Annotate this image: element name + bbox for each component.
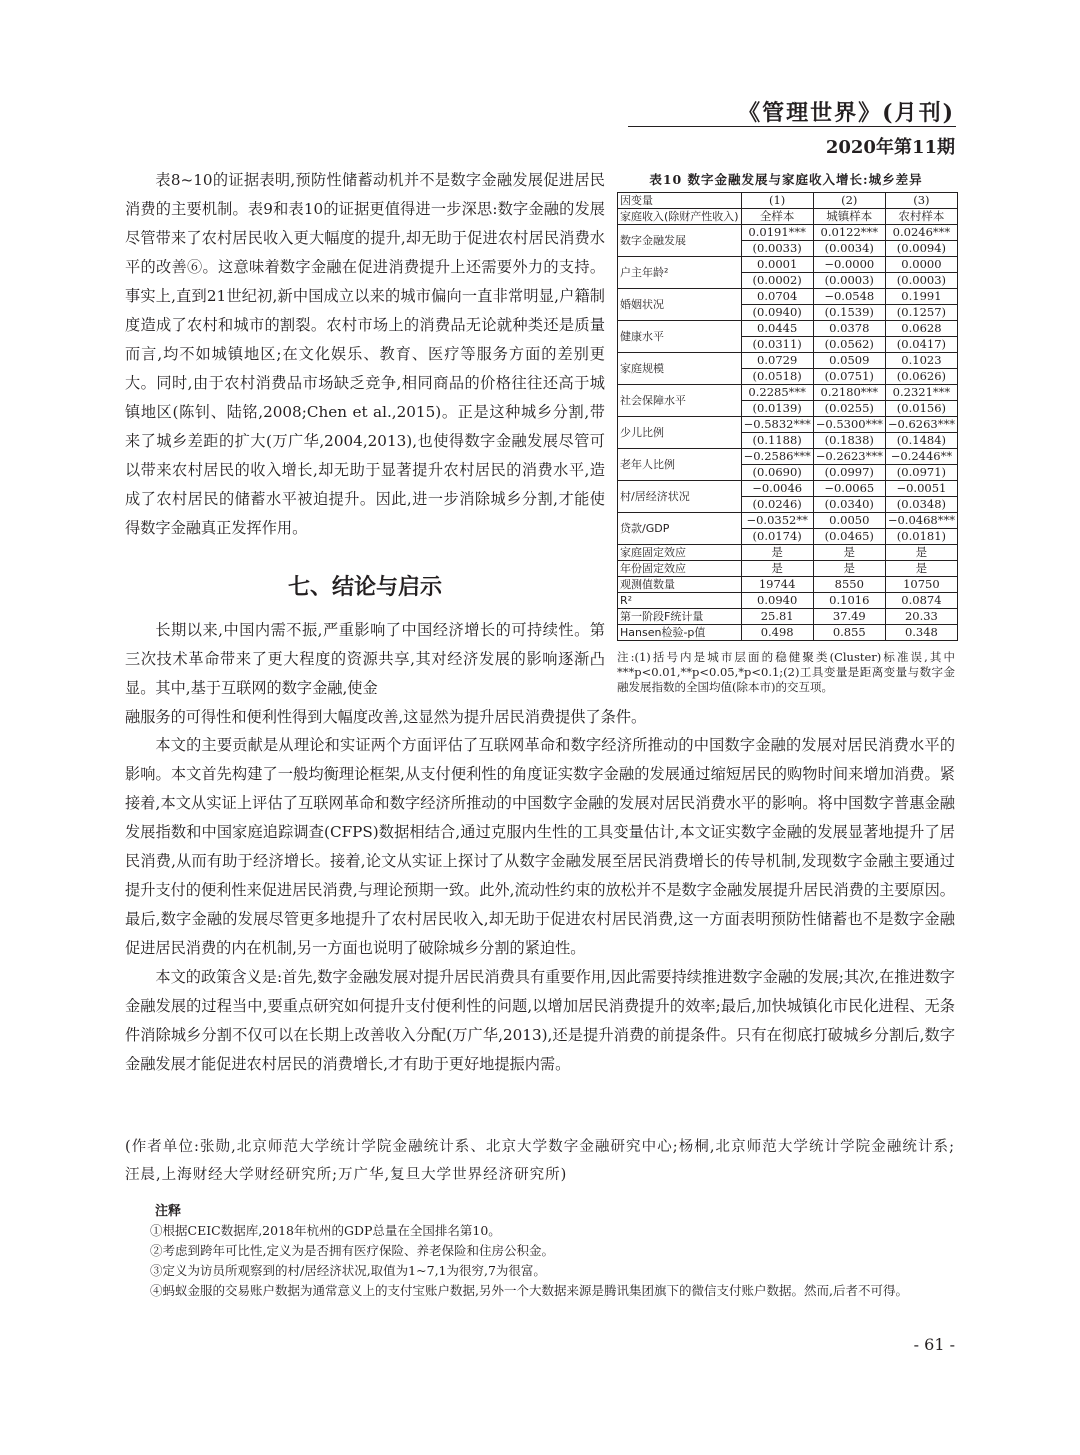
- std-error-cell: (0.0002): [741, 273, 813, 289]
- table-cell: 是: [741, 561, 813, 577]
- table-caption: 表10 数字金融发展与家庭收入增长:城乡差异: [649, 172, 923, 187]
- coefficient-cell: −0.0548: [813, 289, 885, 305]
- left-column-text: [125, 166, 605, 543]
- table-cell: 8550: [813, 577, 885, 593]
- std-error-cell: (0.1188): [741, 433, 813, 449]
- coefficient-cell: 0.0704: [741, 289, 813, 305]
- row-label: 贷款/GDP: [618, 513, 742, 545]
- table-row: [618, 385, 958, 401]
- row-label: 第一阶段F统计量: [618, 609, 742, 625]
- std-error-cell: (0.0181): [885, 529, 957, 545]
- std-error-cell: (0.0562): [813, 337, 885, 353]
- coefficient-cell: 0.0729: [741, 353, 813, 369]
- paragraph: 长期以来,中国内需不振,严重影响了中国经济增长的可持续性。第三次技术革命带来了更大程度的资源共享,其对经济发展的影响逐渐凸显。其中,基于互联网的数字金融,使金: [125, 621, 605, 697]
- row-label: 社会保障水平: [618, 385, 742, 417]
- coefficient-cell: −0.5300***: [813, 417, 885, 433]
- section-heading: 七、结论与启示: [287, 575, 442, 600]
- coefficient-cell: 0.0122***: [813, 225, 885, 241]
- std-error-cell: (0.0340): [813, 497, 885, 513]
- coefficient-cell: 0.0191***: [741, 225, 813, 241]
- row-label: 因变量: [618, 193, 742, 209]
- coefficient-cell: 0.1991: [885, 289, 957, 305]
- table-cell: 10750: [885, 577, 957, 593]
- table-cell: 19744: [741, 577, 813, 593]
- coefficient-cell: −0.2623***: [813, 449, 885, 465]
- coefficient-cell: 0.1023: [885, 353, 957, 369]
- coefficient-cell: −0.2446**: [885, 449, 957, 465]
- std-error-cell: (0.0465): [813, 529, 885, 545]
- table-cell: (2): [813, 193, 885, 209]
- table-cell: (3): [885, 193, 957, 209]
- table-row: [618, 257, 958, 273]
- page-number: - 61 -: [913, 1335, 955, 1354]
- std-error-cell: (0.0033): [741, 241, 813, 257]
- table-cell: 0.348: [885, 625, 957, 641]
- std-error-cell: (0.0626): [885, 369, 957, 385]
- std-error-cell: (0.0255): [813, 401, 885, 417]
- table-row: [618, 481, 958, 497]
- body-text: [125, 731, 955, 1079]
- table-row: [618, 209, 958, 225]
- coefficient-cell: 0.0628: [885, 321, 957, 337]
- table-cell: 是: [741, 545, 813, 561]
- coefficient-cell: 0.2285***: [741, 385, 813, 401]
- conclusion-paragraph: [125, 616, 605, 703]
- table-row: [618, 353, 958, 369]
- row-label: 户主年龄²: [618, 257, 742, 289]
- paragraph: 表8~10的证据表明,预防性储蓄动机并不是数字金融发展促进居民消费的主要机制。表9和表10的证据更值得进一步深思:数字金融的发展尽管带来了农村居民收入更大幅度的提升,却无助于促进农村居民消费水平的改善⑥。这意味着数字金融在促进消费提升上还需要外力的支持。事实上,直到21世纪初,新中国成立以来的城市偏向一直非常明显,户籍制度造成了农村和城市的割裂。农村市场上的消费品无论就种类还是质量而言,均不如城镇地区;在文化娱乐、教育、医疗等服务方面的差别更大。同时,由于农村消费品市场缺乏竞争,相同商品的价格往往还高于城镇地区(陈钊、陆铭,2008;Chen et al.,2015)。正是这种城乡分割,带来了城乡差距的扩大(万广华,2004,2013),也使得数字金融发展尽管可以带来农村居民的收入增长,却无助于显著提升农村居民的消费水平,造成了农村居民的储蓄水平被迫提升。因此,进一步消除城乡分割,才能使得数字金融真正发挥作用。: [125, 171, 605, 537]
- table-cell: 城镇样本: [813, 209, 885, 225]
- footnotes: [125, 1221, 955, 1301]
- journal-title: 《管理世界》(月刊): [738, 100, 955, 126]
- footnote: ③定义为访员所观察到的村/居经济状况,取值为1~7,1为很穷,7为很富。: [150, 1263, 546, 1278]
- table-cell: 20.33: [885, 609, 957, 625]
- std-error-cell: (0.0311): [741, 337, 813, 353]
- table-row: [618, 449, 958, 465]
- table-row: [618, 561, 958, 577]
- coefficient-cell: 0.2180***: [813, 385, 885, 401]
- table-cell: (1): [741, 193, 813, 209]
- row-label: 观测值数量: [618, 577, 742, 593]
- table-cell: 25.81: [741, 609, 813, 625]
- table-note: 注:(1)括号内是城市层面的稳健聚类(Cluster)标准误,其中***p<0.01,**p<0.05,*p<0.1;(2)工具变量是距离变量与数字金融发展指数的全国均值(除本市)的交互项。: [617, 650, 955, 694]
- notes-title: 注释: [155, 1204, 182, 1219]
- row-label: 老年人比例: [618, 449, 742, 481]
- paragraph: 本文的政策含义是:首先,数字金融发展对提升居民消费具有重要作用,因此需要持续推进数字金融的发展;其次,在推进数字金融发展的过程当中,要重点研究如何提升支付便利性的问题,以增加居民消费提升的效率;最后,加快城镇化市民化进程、无条件消除城乡分割不仅可以在长期上改善收入分配(万广华,2013),还是提升消费的前提条件。只有在彻底打破城乡分割后,数字金融发展才能促进农村居民的消费增长,才有助于更好地提振内需。: [125, 968, 955, 1073]
- table-row: [618, 225, 958, 241]
- row-label: 家庭规模: [618, 353, 742, 385]
- std-error-cell: (0.0417): [885, 337, 957, 353]
- table-row: [618, 417, 958, 433]
- table-cell: 0.498: [741, 625, 813, 641]
- row-label: R²: [618, 593, 742, 609]
- std-error-cell: (0.0003): [885, 273, 957, 289]
- conclusion-paragraph-continued: [125, 703, 955, 732]
- row-label: Hansen检验-p值: [618, 625, 742, 641]
- row-label: 家庭收入(除财产性收入): [618, 209, 742, 225]
- table-row: [618, 609, 958, 625]
- row-label: 家庭固定效应: [618, 545, 742, 561]
- std-error-cell: (0.1539): [813, 305, 885, 321]
- row-label: 数字金融发展: [618, 225, 742, 257]
- coefficient-cell: −0.0000: [813, 257, 885, 273]
- footnote: ②考虑到跨年可比性,定义为是否拥有医疗保险、养老保险和住房公积金。: [150, 1243, 554, 1258]
- coefficient-cell: −0.0046: [741, 481, 813, 497]
- std-error-cell: (0.0518): [741, 369, 813, 385]
- table-cell: 是: [813, 545, 885, 561]
- coefficient-cell: 0.0378: [813, 321, 885, 337]
- table-cell: 是: [813, 561, 885, 577]
- table-cell: 是: [885, 545, 957, 561]
- coefficient-cell: 0.0246***: [885, 225, 957, 241]
- std-error-cell: (0.0971): [885, 465, 957, 481]
- coefficient-cell: 0.0050: [813, 513, 885, 529]
- footnote: ①根据CEIC数据库,2018年杭州的GDP总量在全国排名第10。: [150, 1223, 501, 1238]
- table-cell: 农村样本: [885, 209, 957, 225]
- coefficient-cell: 0.2321***: [885, 385, 957, 401]
- row-label: 年份固定效应: [618, 561, 742, 577]
- std-error-cell: (0.0034): [813, 241, 885, 257]
- coefficient-cell: 0.0509: [813, 353, 885, 369]
- table-cell: 0.0874: [885, 593, 957, 609]
- coefficient-cell: −0.0352**: [741, 513, 813, 529]
- table-row: [618, 321, 958, 337]
- table-cell: 是: [885, 561, 957, 577]
- std-error-cell: (0.0003): [813, 273, 885, 289]
- coefficient-cell: 0.0001: [741, 257, 813, 273]
- std-error-cell: (0.0348): [885, 497, 957, 513]
- coefficient-cell: 0.0000: [885, 257, 957, 273]
- header-rule: [628, 126, 956, 127]
- coefficient-cell: −0.5832***: [741, 417, 813, 433]
- regression-table: [617, 192, 958, 641]
- std-error-cell: (0.1257): [885, 305, 957, 321]
- table-row: [618, 593, 958, 609]
- author-affiliation: (作者单位:张勋,北京师范大学统计学院金融统计系、北京大学数字金融研究中心;杨桐,北京师范大学统计学院金融统计系;汪晨,上海财经大学财经研究所;万广华,复旦大学世界经济研究所): [125, 1139, 955, 1183]
- std-error-cell: (0.0139): [741, 401, 813, 417]
- std-error-cell: (0.0174): [741, 529, 813, 545]
- paragraph: 本文的主要贡献是从理论和实证两个方面评估了互联网革命和数字经济所推动的中国数字金融的发展对居民消费水平的影响。本文首先构建了一般均衡理论框架,从支付便利性的角度证实数字金融的发展通过缩短居民的购物时间来增加消费。紧接着,本文从实证上评估了互联网革命和数字经济所推动的中国数字金融的发展对居民消费水平的影响。将中国数字普惠金融发展指数和中国家庭追踪调查(CFPS)数据相结合,通过克服内生性的工具变量估计,本文证实数字金融的发展显著地提升了居民消费,从而有助于经济增长。接着,论文从实证上探讨了从数字金融发展至居民消费增长的传导机制,发现数字金融主要通过提升支付的便利性来促进居民消费,与理论预期一致。此外,流动性约束的放松并不是数字金融发展提升居民消费的主要原因。最后,数字金融的发展尽管更多地提升了农村居民收入,却无助于促进农村居民消费,这一方面表明预防性储蓄也不是数字金融促进居民消费的内在机制,另一方面也说明了破除城乡分割的紧迫性。: [125, 736, 955, 957]
- row-label: 村/居经济状况: [618, 481, 742, 513]
- table-row: [618, 577, 958, 593]
- table-row: [618, 513, 958, 529]
- row-label: 健康水平: [618, 321, 742, 353]
- table-cell: 0.0940: [741, 593, 813, 609]
- table-row: [618, 625, 958, 641]
- table-cell: 0.1016: [813, 593, 885, 609]
- footnote: ④蚂蚁金服的交易账户数据为通常意义上的支付宝账户数据,另外一个大数据来源是腾讯集团旗下的微信支付账户数据。然而,后者不可得。: [150, 1283, 908, 1298]
- journal-issue: 2020年第11期: [825, 137, 955, 158]
- table-cell: 全样本: [741, 209, 813, 225]
- paragraph: 融服务的可得性和便利性得到大幅度改善,这显然为提升居民消费提供了条件。: [125, 708, 647, 726]
- row-label: 少儿比例: [618, 417, 742, 449]
- std-error-cell: (0.0940): [741, 305, 813, 321]
- std-error-cell: (0.0156): [885, 401, 957, 417]
- coefficient-cell: −0.0065: [813, 481, 885, 497]
- std-error-cell: (0.1484): [885, 433, 957, 449]
- std-error-cell: (0.0997): [813, 465, 885, 481]
- std-error-cell: (0.0690): [741, 465, 813, 481]
- coefficient-cell: −0.6263***: [885, 417, 957, 433]
- coefficient-cell: −0.2586***: [741, 449, 813, 465]
- table-row: [618, 545, 958, 561]
- row-label: 婚姻状况: [618, 289, 742, 321]
- std-error-cell: (0.1838): [813, 433, 885, 449]
- table-row: [618, 193, 958, 209]
- table-cell: 37.49: [813, 609, 885, 625]
- table-cell: 0.855: [813, 625, 885, 641]
- coefficient-cell: −0.0051: [885, 481, 957, 497]
- coefficient-cell: 0.0445: [741, 321, 813, 337]
- std-error-cell: (0.0246): [741, 497, 813, 513]
- std-error-cell: (0.0751): [813, 369, 885, 385]
- table-row: [618, 289, 958, 305]
- std-error-cell: (0.0094): [885, 241, 957, 257]
- coefficient-cell: −0.0468***: [885, 513, 957, 529]
